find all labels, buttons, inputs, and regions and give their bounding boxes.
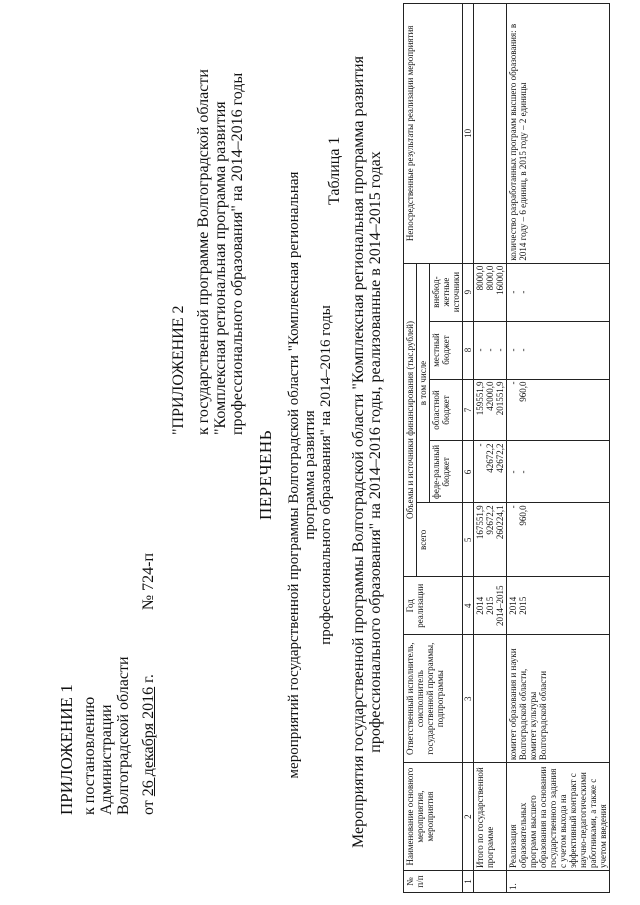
table-row-total	[474, 4, 507, 893]
header-extra: внебюд-жетные источники	[430, 263, 463, 321]
column-number: 3	[463, 635, 474, 763]
header-regional: областной бюджет	[430, 379, 463, 441]
row-extra: - -	[507, 263, 610, 321]
document-title	[258, 155, 334, 795]
row-years: 2014 2015	[507, 577, 610, 635]
appendix-1-line: Администрации	[98, 704, 115, 815]
column-number: 1	[463, 871, 474, 893]
date-suffix: г.	[140, 674, 157, 683]
column-number: 5	[463, 503, 474, 577]
header-local: местный бюджет	[430, 321, 463, 379]
row-regional: - 960,0	[507, 379, 610, 441]
appendix-1-line: Волгоградской области	[115, 656, 132, 815]
subtitle-line: профессионального образования" на 2014–2016 годы, реализованные в 2014–2015 годах	[367, 151, 384, 753]
appendix-2-line: к государственной программе Волгоградской области	[195, 69, 212, 435]
total-row-federal: - 42672,2 42672,2	[474, 441, 507, 503]
header-results: Непосредственные результаты реализации мероприятия	[404, 4, 463, 264]
row-results: количество разработанных программ высшего образования: в 2014 году – 6 единиц, в 2015 году – 2 единицы	[507, 4, 610, 264]
decree-number: № 724-п	[140, 552, 157, 611]
header-federal: феде-ральный бюджет	[430, 441, 463, 503]
table-header-row	[404, 4, 417, 893]
header-incl: в том числе	[417, 263, 430, 503]
appendix-1-heading: ПРИЛОЖЕНИЕ 1	[57, 684, 76, 815]
table-label: Таблица 1	[326, 136, 343, 205]
total-row-name: Итого по государственной программе	[474, 763, 507, 871]
column-number: 9	[463, 263, 474, 321]
row-executor: комитет образования и науки Волгоградской области, комитет культуры Волгоградской области	[507, 635, 610, 763]
column-number: 8	[463, 321, 474, 379]
header-name: Наименование основного мероприятия, мероприятия	[404, 763, 463, 871]
total-row-years: 2014 2015 2014–2015	[474, 577, 507, 635]
row-number: 1.	[507, 871, 610, 893]
header-num: № п/п	[404, 871, 463, 893]
table-row	[507, 4, 610, 893]
header-executor: Ответственный исполнитель, соисполнитель государственной программы, подпрограммы	[404, 635, 463, 763]
appendix-2-line: "Комплексная региональная программа развития	[212, 101, 229, 435]
row-federal: - -	[507, 441, 610, 503]
title-line: мероприятий государственной программы Волгоградской области "Комплексная региональная программа развития	[286, 171, 318, 779]
column-numbers-row	[463, 4, 474, 893]
activities-table	[403, 3, 610, 893]
header-funding: Объемы и источники финансирования (тыс.рублей)	[404, 263, 417, 577]
total-row-extra: 8000,0 8000,0 16000,0	[474, 263, 507, 321]
header-total: всего	[417, 503, 463, 577]
appendix-1-block	[58, 515, 157, 815]
total-row-total: 167551,9 92672,2 260224,1	[474, 503, 507, 577]
decree-date-line	[140, 515, 157, 815]
column-number: 6	[463, 441, 474, 503]
subtitle-line: Мероприятия государственной программы Волгоградской области "Комплексная региональная программа развития	[350, 56, 367, 848]
appendix-2-line: профессионального образования" на 2014–2016 годы	[229, 72, 246, 435]
title-heading: ПЕРЕЧЕНЬ	[256, 430, 275, 520]
appendix-1-line: к постановлению	[81, 696, 98, 815]
date-prefix: от	[140, 800, 157, 815]
row-total: - 960,0	[507, 503, 610, 577]
appendix-2-block	[170, 0, 246, 435]
total-row-regional: 159551,9 42000,0 201551,9	[474, 379, 507, 441]
total-row-local: - - -	[474, 321, 507, 379]
title-line: профессионального образования" на 2014–2016 годы	[318, 305, 334, 645]
column-number: 2	[463, 763, 474, 871]
header-year: Год реализации	[404, 577, 463, 635]
table-subtitle	[350, 7, 384, 897]
row-name: Реализация образовательных программ высшего образования на основании государственного задания с учетом выхода на эффективный контракт с научно-педагогическими работниками, а также с учетом введения	[507, 763, 610, 871]
decree-date: 26 декабря 2016	[140, 686, 157, 797]
column-number: 10	[463, 4, 474, 264]
appendix-2-heading: "ПРИЛОЖЕНИЕ 2	[170, 305, 187, 435]
column-number: 4	[463, 577, 474, 635]
column-number: 7	[463, 379, 474, 441]
row-local: - -	[507, 321, 610, 379]
